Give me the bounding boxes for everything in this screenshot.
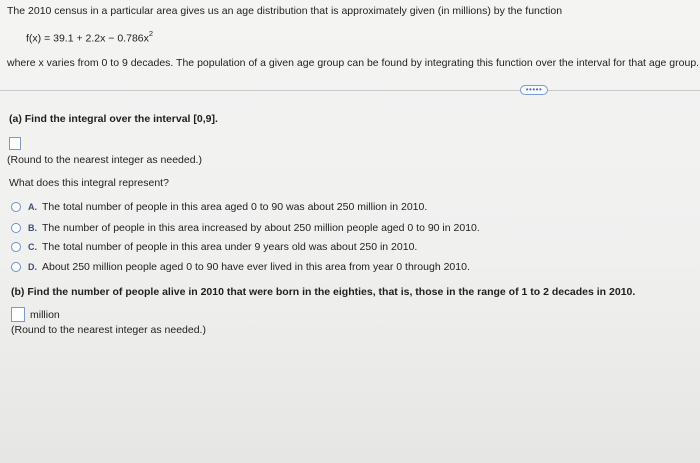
part-a-question: What does this integral represent? (9, 177, 169, 189)
option-a-text: The total number of people in this area aged 0 to 90 was about 250 million in 2010. (42, 201, 428, 213)
option-c-letter: C. (28, 242, 37, 252)
part-a-prompt: (a) Find the integral over the interval [0,9]. (9, 113, 218, 125)
part-b-unit-label: million (30, 309, 60, 321)
part-a-answer-input[interactable] (9, 137, 21, 150)
problem-text-line-2: where x varies from 0 to 9 decades. The population of a given age group can be found by integrating this function over the interval for that age group. (7, 57, 700, 69)
option-a[interactable] (11, 200, 427, 214)
radio-option-a[interactable] (11, 202, 21, 212)
radio-option-c[interactable] (11, 242, 21, 252)
option-b-letter: B. (28, 223, 37, 233)
option-b-text: The number of people in this area increased by about 250 million people aged 0 to 90 in 2010. (42, 222, 480, 234)
option-d-letter: D. (28, 262, 37, 272)
expand-more-button[interactable]: ••••• (520, 85, 548, 95)
function-exponent: 2 (148, 29, 154, 38)
section-divider (0, 90, 700, 91)
radio-option-b[interactable] (11, 223, 21, 233)
part-b-prompt: (b) Find the number of people alive in 2010 that were born in the eighties, that is, those in the range of 1 to 2 decades in 2010. (11, 286, 636, 298)
radio-option-d[interactable] (11, 262, 21, 272)
part-b-round-note: (Round to the nearest integer as needed.) (11, 324, 206, 336)
function-expression: f(x) = 39.1 + 2.2x − 0.786x (26, 32, 149, 45)
option-c[interactable] (11, 240, 417, 254)
part-a-round-note: (Round to the nearest integer as needed.) (7, 154, 202, 166)
option-d[interactable] (11, 260, 470, 274)
option-c-text: The total number of people in this area under 9 years old was about 250 in 2010. (42, 241, 418, 253)
option-b[interactable] (11, 221, 480, 235)
function-definition (26, 28, 153, 46)
problem-text-line-1: The 2010 census in a particular area gives us an age distribution that is approximately given (in millions) by the function (7, 5, 563, 17)
option-a-letter: A. (28, 202, 37, 212)
part-b-answer-input[interactable] (11, 307, 25, 322)
option-d-text: About 250 million people aged 0 to 90 have ever lived in this area from year 0 through 2010. (42, 261, 470, 273)
